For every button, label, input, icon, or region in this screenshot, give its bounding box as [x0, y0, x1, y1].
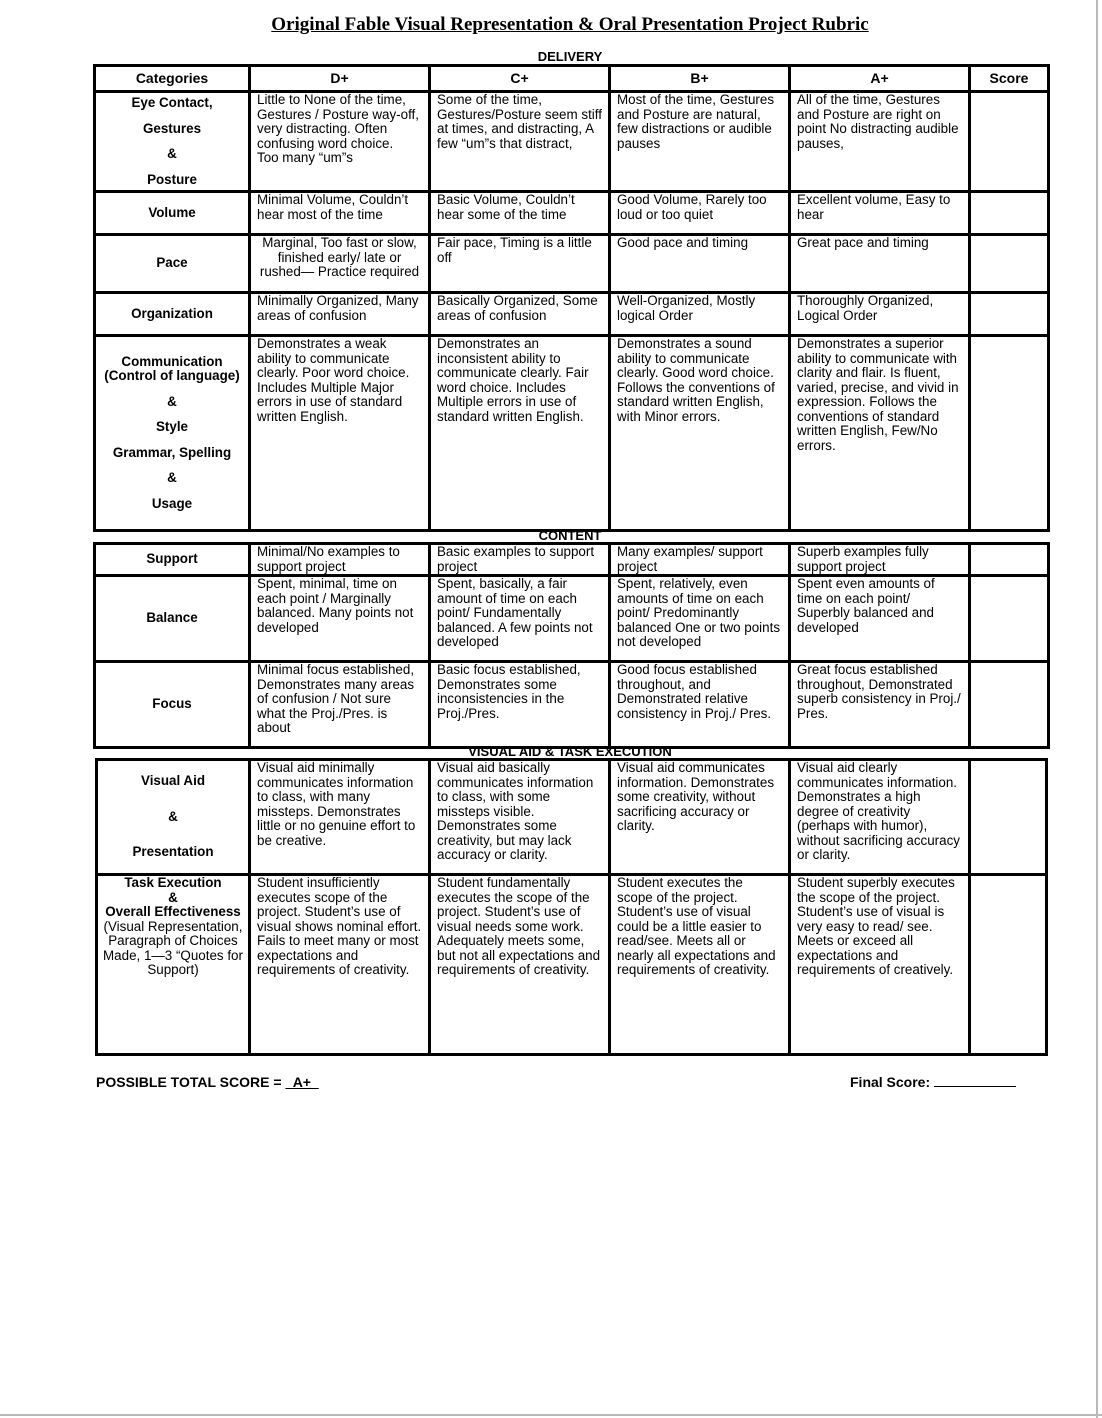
final-score — [850, 1074, 1016, 1090]
category-cell — [95, 92, 250, 192]
category-label: & — [167, 470, 177, 486]
rubric-cell: Marginal, Too fast or slow, finished early/ late or rushed— Practice required — [250, 235, 430, 293]
rubric-cell: Spent, minimal, time on each point / Marginally balanced. Many points not developed — [250, 576, 430, 662]
score-cell[interactable] — [970, 875, 1047, 1055]
rubric-cell: Great pace and timing — [790, 235, 970, 293]
rubric-cell: Basic Volume, Couldn’t hear some of the time — [430, 192, 610, 235]
section-label-content: CONTENT — [538, 528, 602, 543]
rubric-cell: Visual aid minimally communicates information to class, with many missteps. Demonstrates little or no genuine effort to be creative. — [250, 760, 430, 875]
rubric-cell: Demonstrates a weak ability to communicate clearly. Poor word choice. Includes Multiple Major errors in use of standard written English. — [250, 336, 430, 531]
table-row — [95, 662, 1049, 748]
rubric-cell: Good focus established throughout, and Demonstrated relative consistency in Proj./ Pres. — [610, 662, 790, 748]
rubric-cell: Minimal Volume, Couldn’t hear most of the time — [250, 192, 430, 235]
category-label: Presentation — [132, 844, 214, 860]
rubric-cell: Student executes the scope of the project. Student’s use of visual could be a little easier to read/see. Meets all or nearly all expectations and requirements of creativity. — [610, 875, 790, 1055]
section-label-delivery: DELIVERY — [537, 49, 603, 64]
table-row — [95, 544, 1049, 576]
rubric-cell: Excellent volume, Easy to hear — [790, 192, 970, 235]
rubric-cell: Well-Organized, Mostly logical Order — [610, 293, 790, 336]
column-header: C+ — [430, 66, 610, 92]
rubric-cell: Most of the time, Gestures and Posture are natural, few distractions or audible pauses — [610, 92, 790, 192]
category-cell — [97, 875, 250, 1055]
category-cell — [95, 544, 250, 576]
category-cell — [95, 235, 250, 293]
category-label: Organization — [131, 305, 213, 321]
rubric-cell: Superb examples fully support project — [790, 544, 970, 576]
rubric-cell: Student fundamentally executes the scope of the project. Student’s use of visual needs some work. Adequately meets some, but not all expectations and requirements of creativity. — [430, 875, 610, 1055]
rubric-cell: Many examples/ support project — [610, 544, 790, 576]
page-edge — [0, 1414, 1102, 1416]
category-label: Visual Aid — [141, 773, 205, 789]
category-cell — [97, 760, 250, 875]
category-label: Eye Contact, — [131, 95, 213, 110]
category-label: Volume — [148, 204, 196, 220]
category-label: Focus — [152, 696, 192, 712]
rubric-cell: Visual aid clearly communicates information. Demonstrates a high degree of creativity (perhaps with humor), without sacrificing accuracy or clarity. — [790, 760, 970, 875]
category-label: & — [167, 146, 177, 161]
final-score-field[interactable] — [934, 1074, 1016, 1087]
column-header: D+ — [250, 66, 430, 92]
rubric-cell: Spent even amounts of time on each point/ Superbly balanced and developed — [790, 576, 970, 662]
table-row — [95, 576, 1049, 662]
rubric-cell: Minimally Organized, Many areas of confusion — [250, 293, 430, 336]
table-row — [95, 336, 1049, 531]
rubric-cell: Minimal/No examples to support project — [250, 544, 430, 576]
score-cell[interactable] — [970, 92, 1049, 192]
rubric-cell: Demonstrates an inconsistent ability to communicate clearly. Fair word choice. Includes Multiple errors in use of standard written English. — [430, 336, 610, 531]
rubric-table-visual-aid — [95, 758, 1048, 1056]
rubric-cell: Student superbly executes the scope of the project. Student’s use of visual is very easy to read/ see. Meets or exceed all expectations and requirements of creatively. — [790, 875, 970, 1055]
rubric-cell: Student insufficiently executes scope of the project. Student’s use of visual shows nominal effort. Fails to meet many or most expectations and requirements of creativity. — [250, 875, 430, 1055]
table-row — [95, 92, 1049, 192]
score-cell[interactable] — [970, 760, 1047, 875]
table-header-row — [95, 66, 1049, 92]
category-cell — [95, 336, 250, 531]
rubric-cell: Basic focus established, Demonstrates some inconsistencies in the Proj./Pres. — [430, 662, 610, 748]
category-label: & — [168, 808, 178, 824]
possible-total-value: A+ — [285, 1074, 319, 1090]
rubric-cell: Visual aid communicates information. Demonstrates some creativity, without sacrificing accuracy or clarity. — [610, 760, 790, 875]
rubric-cell: Thoroughly Organized, Logical Order — [790, 293, 970, 336]
rubric-cell: Great focus established throughout, Demonstrated superb consistency in Proj./ Pres. — [790, 662, 970, 748]
final-score-label: Final Score: — [850, 1074, 931, 1090]
table-row — [97, 875, 1047, 1055]
rubric-cell: Fair pace, Timing is a little off — [430, 235, 610, 293]
score-cell[interactable] — [970, 544, 1049, 576]
category-label: Posture — [147, 171, 197, 187]
category-cell — [95, 576, 250, 662]
rubric-table-content — [93, 542, 1050, 749]
rubric-cell: Basic examples to support project — [430, 544, 610, 576]
category-label: Gestures — [142, 120, 202, 136]
table-row — [95, 192, 1049, 235]
category-label: Balance — [146, 610, 198, 626]
column-header: B+ — [610, 66, 790, 92]
category-cell — [95, 192, 250, 235]
rubric-cell: Spent, basically, a fair amount of time on each point/ Fundamentally balanced. A few points not developed — [430, 576, 610, 662]
rubric-cell: Little to None of the time, Gestures / Posture way-off, very distracting. Often confusing word choice. Too many “um”s — [250, 92, 430, 192]
score-cell[interactable] — [970, 235, 1049, 293]
category-note: (Visual Representation, Paragraph of Choices Made, 1—3 “Quotes for Support) — [103, 918, 243, 977]
rubric-cell: Minimal focus established, Demonstrates many areas of confusion / Not sure what the Proj./Pres. is about — [250, 662, 430, 748]
rubric-cell: Some of the time, Gestures/Posture seem stiff at times, and distracting, A few “um”s that distract, — [430, 92, 610, 192]
category-label: Support — [146, 551, 198, 567]
category-label: Communication (Control of language) — [104, 353, 240, 384]
score-cell[interactable] — [970, 662, 1049, 748]
page-title: Original Fable Visual Representation & Oral Presentation Project Rubric — [271, 14, 869, 35]
rubric-cell: Demonstrates a superior ability to communicate with clarity and flair. Is fluent, varied, precise, and vivid in expression. Follows the conventions of standard written English, Few/No errors. — [790, 336, 970, 531]
rubric-cell: Visual aid basically communicates information to class, with some missteps visible. Demonstrates some creativity, but may lack accuracy or clarity. — [430, 760, 610, 875]
category-label: Task Execution — [124, 875, 222, 890]
rubric-table-delivery — [93, 64, 1050, 532]
rubric-cell: Demonstrates a sound ability to communicate clearly. Good word choice. Follows the conventions of standard written English, with Minor errors. — [610, 336, 790, 531]
category-label: Usage — [151, 495, 193, 511]
category-cell — [95, 662, 250, 748]
column-header: Categories — [95, 66, 250, 92]
category-label: & — [168, 889, 178, 905]
score-cell[interactable] — [970, 192, 1049, 235]
table-row — [97, 760, 1047, 875]
score-cell[interactable] — [970, 576, 1049, 662]
score-cell[interactable] — [970, 293, 1049, 336]
category-label: Overall Effectiveness — [105, 904, 241, 919]
possible-total-score — [96, 1074, 319, 1090]
rubric-cell: Spent, relatively, even amounts of time on each point/ Predominantly balanced One or two points not developed — [610, 576, 790, 662]
category-label: & — [167, 393, 177, 409]
category-label: Pace — [156, 255, 188, 271]
category-label: Grammar, Spelling — [112, 444, 232, 460]
rubric-cell: All of the time, Gestures and Posture are right on point No distracting audible pauses, — [790, 92, 970, 192]
score-cell[interactable] — [970, 336, 1049, 531]
category-cell — [95, 293, 250, 336]
section-label-visual-aid: VISUAL AID & TASK EXECUTION — [468, 744, 672, 759]
rubric-cell: Good pace and timing — [610, 235, 790, 293]
rubric-cell: Basically Organized, Some areas of confusion — [430, 293, 610, 336]
page-edge — [1096, 0, 1098, 1418]
rubric-cell: Good Volume, Rarely too loud or too quiet — [610, 192, 790, 235]
column-header: A+ — [790, 66, 970, 92]
possible-total-label: POSSIBLE TOTAL SCORE = — [96, 1074, 282, 1090]
table-row — [95, 235, 1049, 293]
column-header: Score — [970, 66, 1049, 92]
table-row — [95, 293, 1049, 336]
category-label: Style — [155, 419, 188, 435]
